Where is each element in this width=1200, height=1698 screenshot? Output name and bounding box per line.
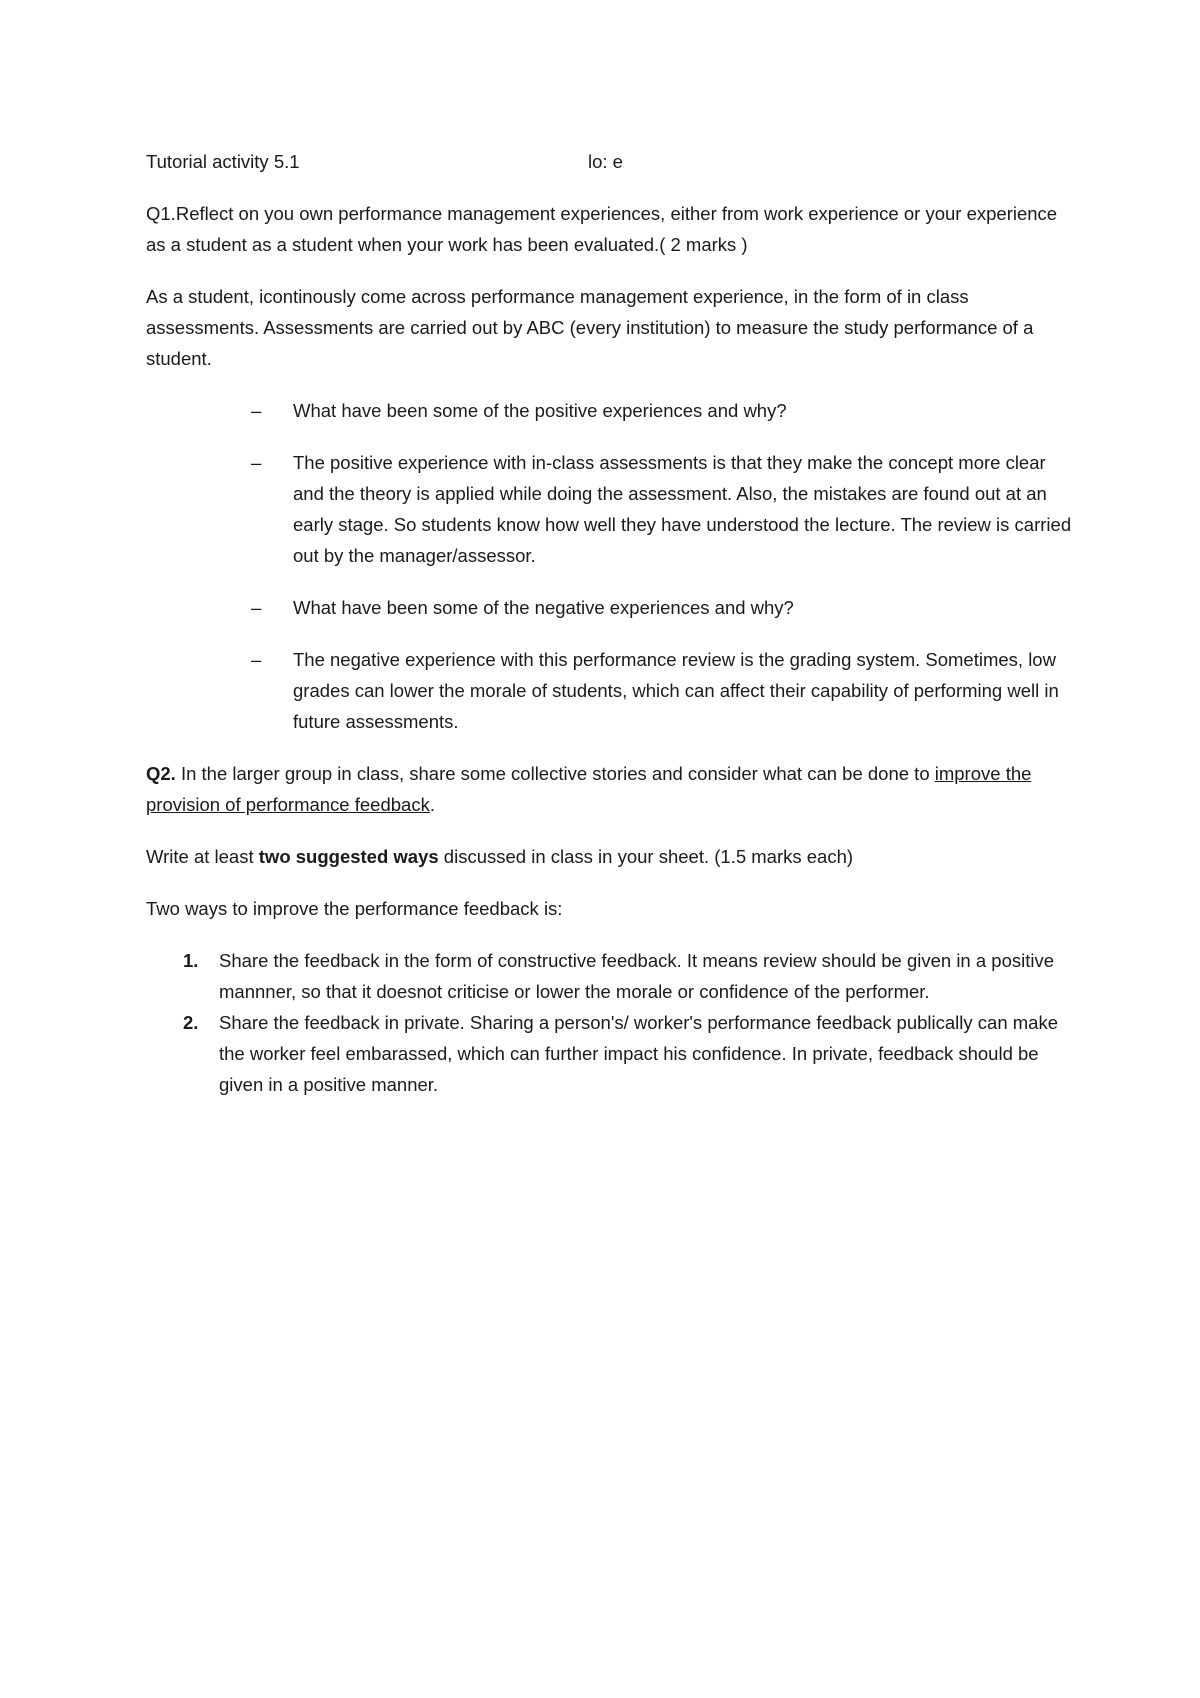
dash-marker: – <box>251 597 262 618</box>
question-2-underlined: improve the provision of performance feedback <box>146 763 1032 815</box>
question-1-label: Q1. <box>146 203 176 224</box>
list-item-text: Share the feedback in private. Sharing a person's/ worker's performance feedback publically can make the worker feel embarassed, which can further impact his confidence. In private, feedback should be given in a positive manner. <box>219 1012 1058 1095</box>
list-item-text: The negative experience with this performance review is the grading system. Sometimes, low grades can lower the morale of students, which can affect their capability of performing well in future assessments. <box>293 649 1059 732</box>
learning-outcome: lo: e <box>588 151 623 172</box>
instruction-bold: two suggested ways <box>258 846 439 867</box>
ways-list <box>146 945 1076 1100</box>
list-item <box>146 644 1076 737</box>
ways-intro: Two ways to improve the performance feedback is: <box>146 898 563 919</box>
question-2-end: . <box>429 794 435 815</box>
list-number: 2. <box>183 1012 199 1033</box>
question-1-marks: ( 2 marks ) <box>659 234 748 255</box>
list-item <box>146 945 1076 1007</box>
list-item-text: Share the feedback in the form of constructive feedback. It means review should be given in a positive mannner, so that it doesnot criticise or lower the morale or confidence of the performer. <box>219 950 1055 1002</box>
question-1 <box>146 198 1076 260</box>
instruction-before: Write at least <box>146 846 259 867</box>
list-item <box>146 447 1076 571</box>
bullet-list <box>146 395 1076 737</box>
list-item-text: What have been some of the positive experiences and why? <box>293 400 787 421</box>
dash-marker: – <box>251 452 262 473</box>
document-body <box>146 146 1076 1100</box>
instruction <box>146 841 1076 872</box>
list-number: 1. <box>183 950 199 971</box>
answer-1: As a student, icontinously come across performance management experience, in the form of in class assessments. Assessments are carried out by ABC (every institution) to measure the study performance of a student. <box>146 286 1034 369</box>
dash-marker: – <box>251 400 262 421</box>
document-title: Tutorial activity 5.1 <box>146 151 300 172</box>
list-item-text: The positive experience with in-class assessments is that they make the concept more clear and the theory is applied while doing the assessment. Also, the mistakes are found out at an early stage. So students know how well they have understood the lecture. The review is carried out by the manager/assessor. <box>293 452 1072 566</box>
list-item <box>146 1007 1076 1100</box>
header-line <box>146 146 1076 177</box>
list-item <box>146 395 1076 426</box>
instruction-after: discussed in class in your sheet. (1.5 marks each) <box>438 846 854 867</box>
question-1-text: Reflect on you own performance management experiences, either from work experience or your experience as a student as a student when your work has been evaluated. <box>146 203 1058 255</box>
question-2-text: In the larger group in class, share some collective stories and consider what can be done to <box>175 763 935 784</box>
question-2-label: Q2. <box>146 763 176 784</box>
list-item-text: What have been some of the negative experiences and why? <box>293 597 794 618</box>
question-2 <box>146 758 1076 820</box>
list-item <box>146 592 1076 623</box>
dash-marker: – <box>251 649 262 670</box>
